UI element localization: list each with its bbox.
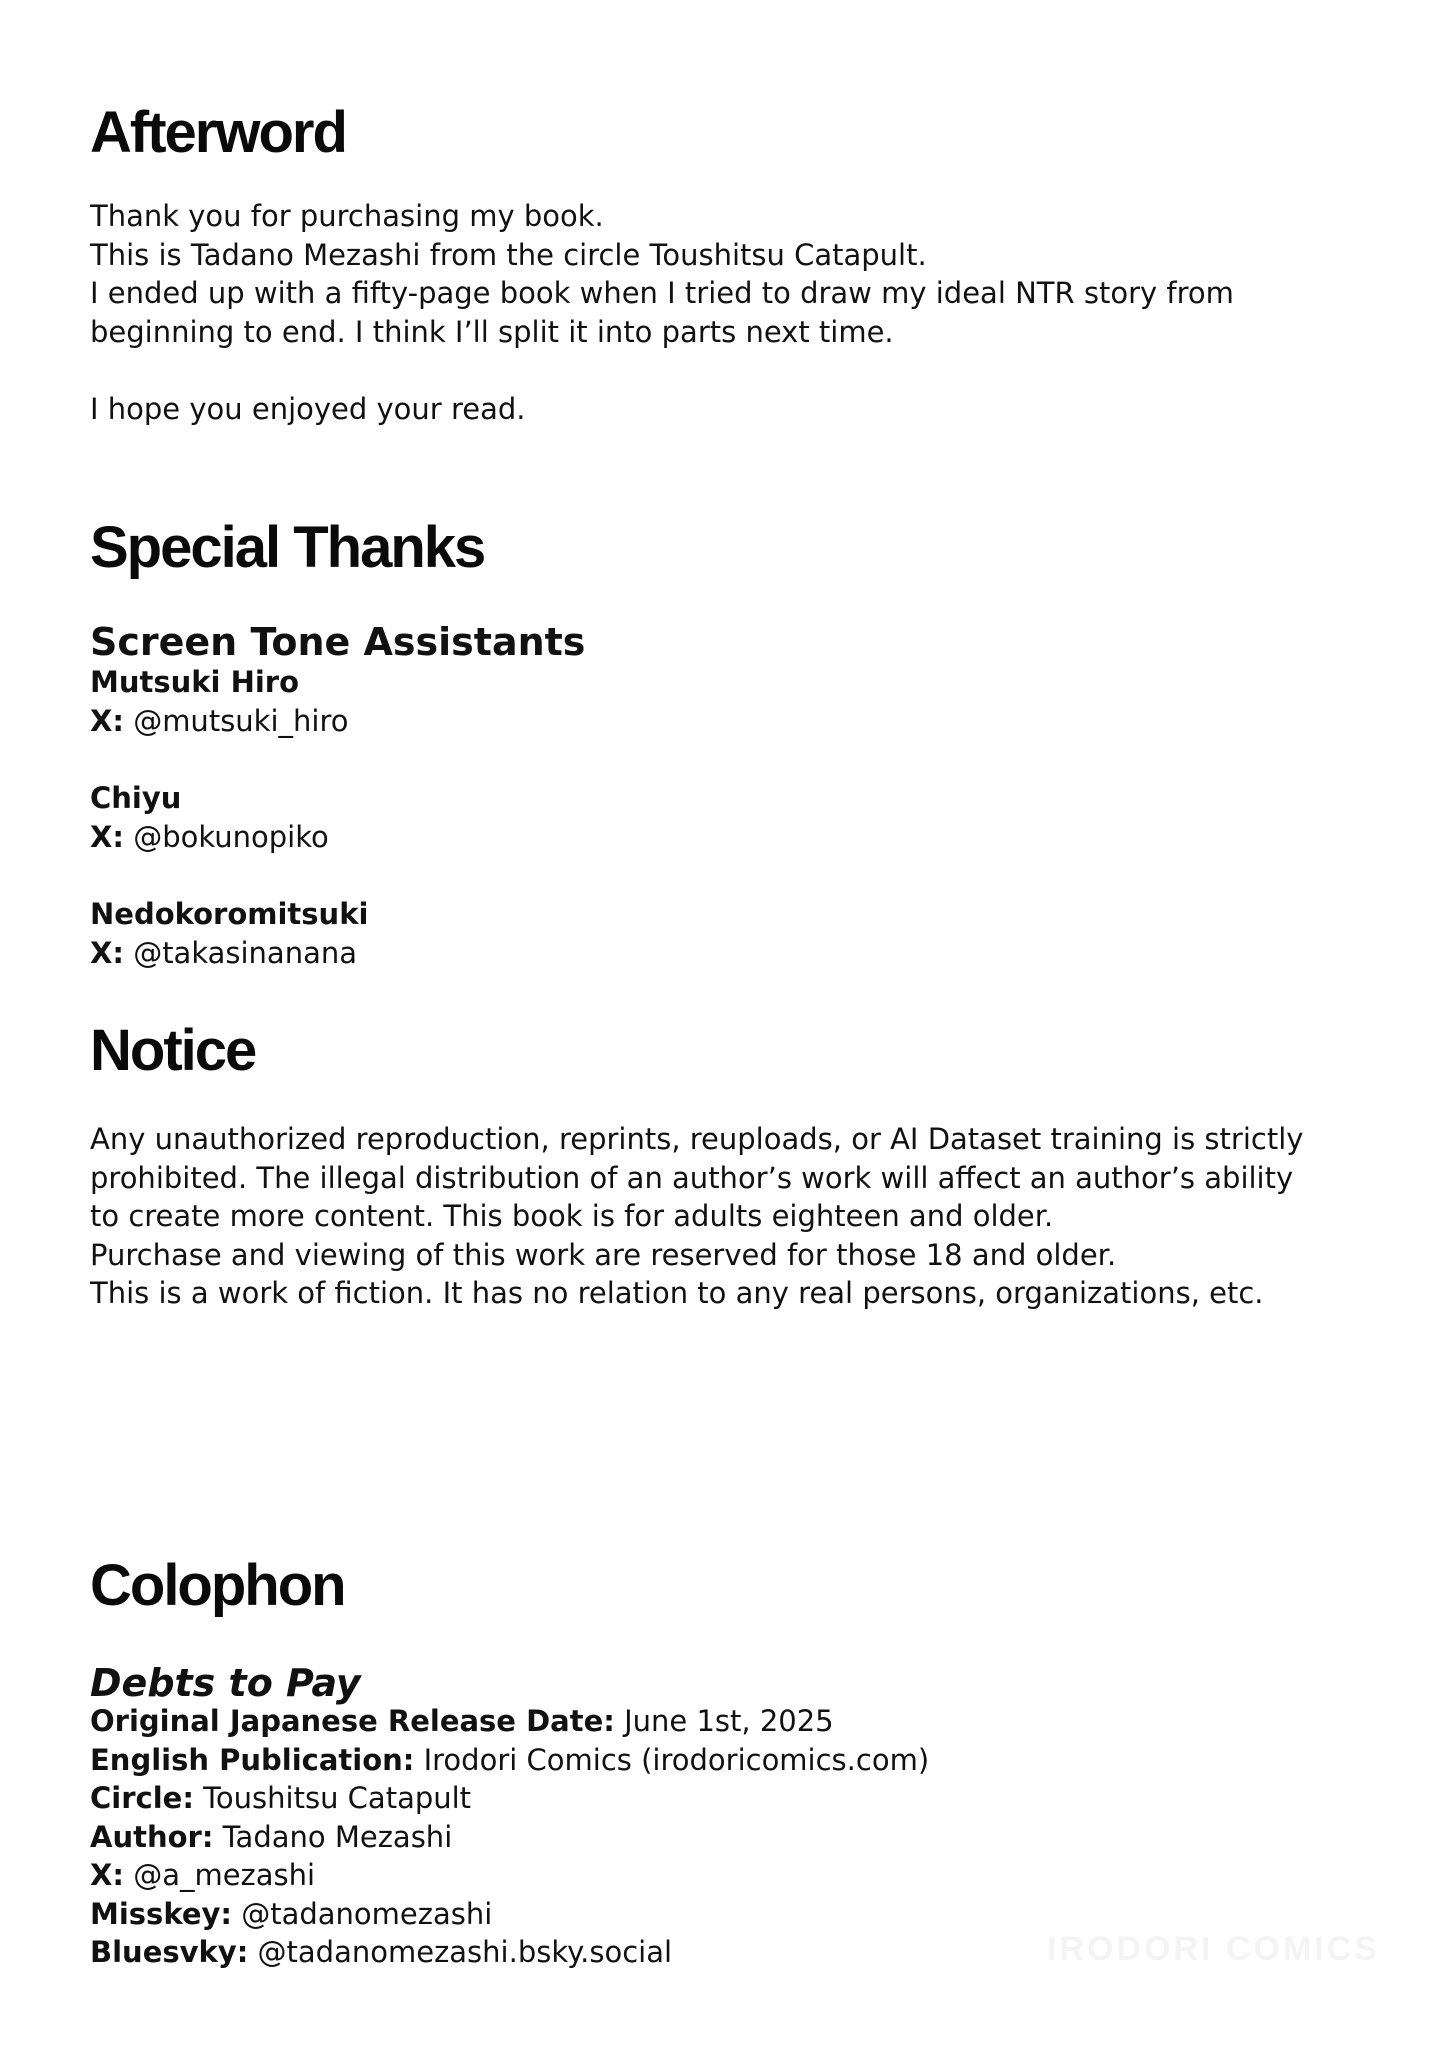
colophon-field-circle: Circle: Toushitsu Catapult bbox=[90, 1781, 472, 1815]
assistant-handle: @takasinanana bbox=[133, 935, 358, 970]
colophon-field-publication: English Publication: Irodori Comics (irodoricomics.com) bbox=[90, 1742, 930, 1777]
afterword-closing: I hope you enjoyed your read. bbox=[90, 392, 526, 426]
colophon-fields bbox=[90, 1702, 929, 1972]
afterword-heading: Afterword bbox=[90, 100, 346, 165]
assistant-name: Chiyu bbox=[90, 781, 182, 815]
assistant-entry bbox=[90, 895, 368, 972]
watermark: IRODORI COMICS bbox=[1047, 1930, 1380, 1968]
assistant-handle: @bokunopiko bbox=[133, 819, 329, 854]
afterword-line: I ended up with a fifty-page book when I tried to draw my ideal NTR story from bbox=[90, 276, 1234, 310]
afterword-line: Thank you for purchasing my book. bbox=[90, 199, 604, 233]
notice-line: This is a work of fiction. It has no relation to any real persons, organizations, etc. bbox=[90, 1276, 1264, 1310]
colophon-field-bluesky: Bluesvky: @tadanomezashi.bsky.social bbox=[90, 1935, 673, 1969]
colophon-heading: Colophon bbox=[90, 1553, 345, 1618]
notice-body bbox=[90, 1120, 1303, 1313]
notice-heading: Notice bbox=[90, 1018, 256, 1083]
x-label: X: bbox=[90, 819, 124, 854]
notice-line: Purchase and viewing of this work are reserved for those 18 and older. bbox=[90, 1237, 1117, 1272]
assistant-handle: @mutsuki_hiro bbox=[133, 703, 349, 738]
assistant-entry bbox=[90, 779, 329, 856]
screen-tone-assistants-heading: Screen Tone Assistants bbox=[90, 620, 586, 664]
notice-line: to create more content. This book is for adults eighteen and older. bbox=[90, 1199, 1054, 1233]
notice-line: prohibited. The illegal distribution of an author’s work will affect an author’s ability bbox=[90, 1160, 1294, 1195]
special-thanks-heading: Special Thanks bbox=[90, 515, 485, 580]
book-title: Debts to Pay bbox=[90, 1661, 361, 1705]
colophon-field-x: X: @a_mezashi bbox=[90, 1858, 316, 1892]
afterword-line: beginning to end. I think I’ll split it into parts next time. bbox=[90, 314, 894, 349]
colophon-field-release-date: Original Japanese Release Date: June 1st, 2025 bbox=[90, 1704, 834, 1738]
notice-line: Any unauthorized reproduction, reprints, reuploads, or AI Dataset training is strictly bbox=[90, 1122, 1304, 1156]
assistant-entry bbox=[90, 663, 349, 740]
afterword-line: This is Tadano Mezashi from the circle Toushitsu Catapult. bbox=[90, 237, 927, 272]
afterword-body bbox=[90, 197, 1234, 351]
x-label: X: bbox=[90, 703, 124, 738]
x-label: X: bbox=[90, 935, 124, 970]
colophon-field-author: Author: Tadano Mezashi bbox=[90, 1819, 453, 1854]
assistant-name: Mutsuki Hiro bbox=[90, 665, 300, 699]
assistant-name: Nedokoromitsuki bbox=[90, 897, 369, 931]
colophon-field-misskey: Misskey: @tadanomezashi bbox=[90, 1896, 493, 1931]
